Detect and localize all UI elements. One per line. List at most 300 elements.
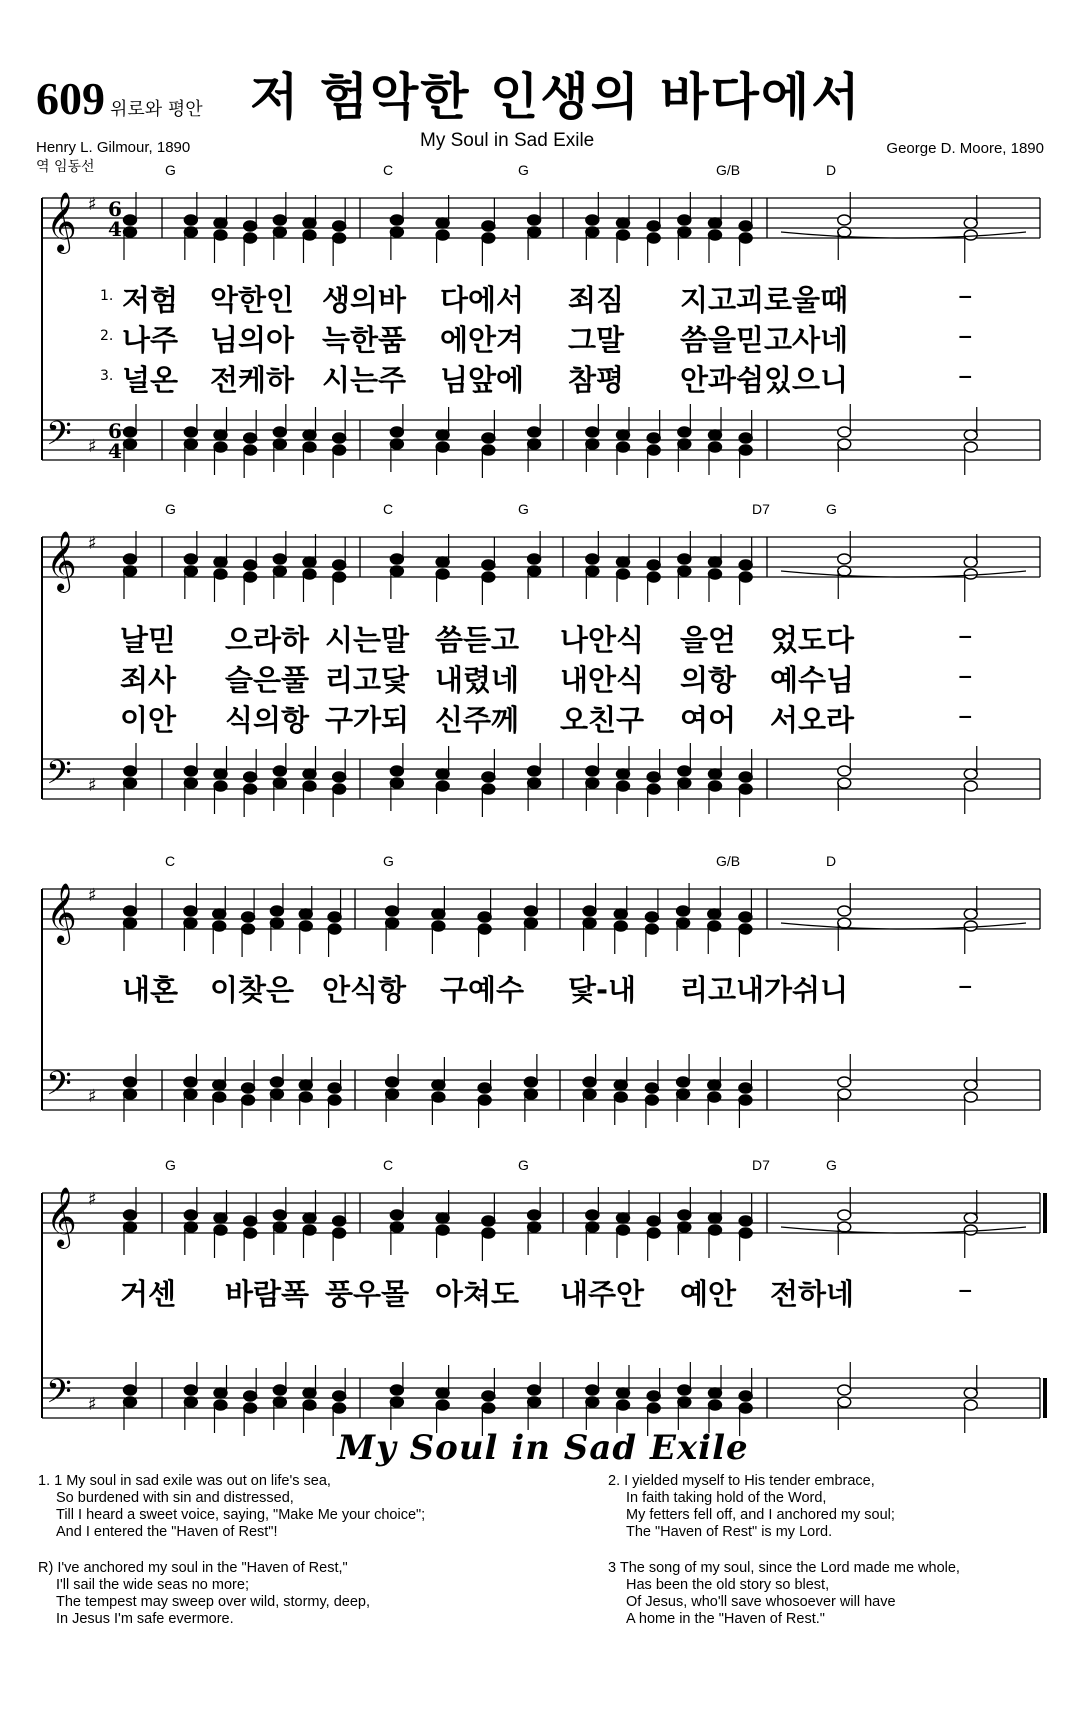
note-head [242, 1083, 255, 1093]
verse-line: 2. I yielded myself to His tender embrace, [608, 1473, 875, 1489]
verse-line: And I entered the "Haven of Rest"! [56, 1524, 278, 1540]
sharp-icon: ♯ [88, 775, 97, 796]
note-head [678, 215, 691, 225]
note-head [214, 1225, 227, 1235]
lyric-syllables: 오친구 [560, 703, 645, 737]
note-head [645, 1083, 658, 1093]
note-head [528, 439, 541, 449]
note-head [709, 442, 722, 452]
english-refrain [38, 1560, 370, 1628]
note-head [184, 227, 197, 237]
verse-number: 1. [100, 288, 114, 304]
note-head [436, 569, 449, 579]
note-head [586, 554, 599, 564]
note-head [184, 918, 197, 928]
lyric-syllables: 슬은풀 [225, 663, 310, 697]
note-head [647, 1216, 660, 1226]
chord-symbol: G/B [716, 853, 741, 869]
note-head [528, 1210, 541, 1220]
note-head [436, 769, 449, 779]
chord-symbol: G [826, 1157, 837, 1173]
note-head [242, 924, 255, 934]
note-head [528, 554, 541, 564]
chord-symbol: G [518, 1157, 529, 1173]
note-head [586, 1222, 599, 1232]
note-head [645, 924, 658, 934]
note-head [739, 1216, 752, 1226]
note-head [617, 781, 630, 791]
note-head [273, 554, 286, 564]
note-head [647, 1391, 660, 1401]
note-head [708, 1092, 721, 1102]
bass-clef-icon: 𝄢 [46, 1065, 72, 1111]
note-head [838, 227, 851, 237]
hymn-title-korean: 저 험악한 인생의 바다에서 [250, 68, 862, 126]
note-head [678, 1385, 691, 1395]
note-head [586, 215, 599, 225]
note-head [213, 921, 226, 931]
note-head [482, 560, 495, 570]
note-head [124, 227, 137, 237]
lyric-syllables: 저험 [122, 283, 179, 317]
chord-symbol: D7 [752, 1157, 770, 1173]
lyric-syllables: 구가되 [325, 703, 410, 737]
lyric-syllables: 날믿 [120, 623, 177, 657]
note-head [583, 1077, 596, 1087]
note-head [273, 215, 286, 225]
chord-symbol: G [518, 162, 529, 178]
note-head [647, 784, 660, 794]
verse-line: 1. 1 My soul in sad exile was out on life's sea, [38, 1473, 331, 1489]
chord-symbol: C [165, 853, 176, 869]
note-head [213, 1080, 226, 1090]
note-head [678, 778, 691, 788]
note-head [184, 1385, 197, 1395]
note-head [678, 1397, 691, 1407]
note-head [214, 1400, 227, 1410]
note-head [303, 1400, 316, 1410]
lyric-syllables: 내안식 [560, 663, 645, 697]
note-head [583, 1089, 596, 1099]
bass-clef-icon: 𝄢 [46, 1373, 72, 1419]
note-head [124, 566, 137, 576]
lyric-syllables: 었도다 [770, 623, 855, 657]
note-head [586, 766, 599, 776]
note-head [124, 918, 137, 928]
note-head [184, 1210, 197, 1220]
lyric-syllables: 리고내가쉬니 [680, 973, 849, 1007]
note-head [214, 569, 227, 579]
note-head [184, 566, 197, 576]
chord-symbol: G [826, 501, 837, 517]
lyric-syllables: 구예수 [440, 973, 525, 1007]
lyric-syllables: 을얻 [680, 623, 737, 657]
note-head [244, 1216, 257, 1226]
note-head [739, 233, 752, 243]
note-head [617, 557, 630, 567]
note-head [677, 918, 690, 928]
note-head [184, 778, 197, 788]
note-head [303, 430, 316, 440]
lyric-extender: – [958, 358, 973, 392]
lyric-syllables: 에안겨 [440, 323, 525, 357]
note-head [333, 221, 346, 231]
note-head [617, 1213, 630, 1223]
note-head [303, 557, 316, 567]
note-head [386, 1077, 399, 1087]
note-head [709, 569, 722, 579]
note-head [390, 554, 403, 564]
note-head [709, 1400, 722, 1410]
note-head [964, 1080, 977, 1090]
note-head [524, 1077, 537, 1087]
note-head [244, 445, 257, 455]
lyric-syllables: 신주께 [435, 703, 520, 737]
note-head [482, 772, 495, 782]
note-head [617, 442, 630, 452]
note-head [214, 781, 227, 791]
note-head [709, 769, 722, 779]
note-head [678, 566, 691, 576]
bass-clef-icon: 𝄢 [46, 415, 72, 461]
lyric-syllables: 죄짐 [568, 283, 625, 317]
chord-symbol: D [826, 162, 837, 178]
note-head [436, 430, 449, 440]
chord-symbol: C [383, 501, 394, 517]
note-head [528, 427, 541, 437]
note-head [709, 557, 722, 567]
lyric-syllables: 으라하 [225, 623, 310, 657]
note-head [244, 784, 257, 794]
note-head [838, 1077, 851, 1087]
verse-line: The "Haven of Rest" is my Lord. [626, 1524, 833, 1540]
sharp-icon: ♯ [88, 1394, 97, 1415]
lyric-syllables: 여어 [680, 703, 737, 737]
lyricist-credit: Henry L. Gilmour, 1890 [36, 139, 191, 156]
note-head [333, 1228, 346, 1238]
note-head [432, 921, 445, 931]
lyric-syllables: 전케하 [210, 363, 295, 397]
note-head [647, 1228, 660, 1238]
note-head [739, 560, 752, 570]
note-head [528, 1222, 541, 1232]
note-head [124, 1077, 137, 1087]
note-head [303, 1225, 316, 1235]
note-head [617, 430, 630, 440]
sharp-icon: ♯ [88, 885, 97, 906]
time-signature-top: 6 [108, 419, 122, 443]
note-head [617, 1400, 630, 1410]
note-head [303, 781, 316, 791]
lyric-extender: – [958, 1272, 973, 1306]
note-head [478, 912, 491, 922]
note-head [677, 906, 690, 916]
treble-clef-icon: 𝄞 [46, 883, 77, 943]
note-head [739, 772, 752, 782]
note-head [184, 1089, 197, 1099]
note-head [709, 218, 722, 228]
verse-line: Till I heard a sweet voice, saying, "Make Me your choice"; [56, 1507, 426, 1523]
note-head [436, 1225, 449, 1235]
lyric-syllables: 예안 [680, 1277, 737, 1311]
note-head [124, 778, 137, 788]
note-head [270, 918, 283, 928]
note-head [333, 1403, 346, 1413]
sharp-icon: ♯ [88, 533, 97, 554]
note-head [214, 218, 227, 228]
note-head [678, 554, 691, 564]
note-head [478, 1083, 491, 1093]
note-head [244, 221, 257, 231]
lyric-syllables: 널온 [122, 363, 179, 397]
note-head [964, 218, 977, 228]
lyric-syllables: 내혼 [122, 973, 179, 1007]
note-head [709, 1213, 722, 1223]
verse-line: 3 The song of my soul, since the Lord made me whole, [608, 1560, 960, 1576]
lyric-syllables: 의항 [680, 663, 737, 697]
note-head [333, 772, 346, 782]
note-head [244, 772, 257, 782]
lyric-syllables: 식의항 [225, 703, 310, 737]
note-head [273, 1222, 286, 1232]
note-head [838, 918, 851, 928]
hymn-number: 609 [36, 73, 105, 124]
note-head [124, 1222, 137, 1232]
chord-symbol: G [165, 1157, 176, 1173]
lyric-syllables: 안식항 [322, 973, 407, 1007]
note-head [528, 778, 541, 788]
note-head [647, 1403, 660, 1413]
treble-clef-icon: 𝄞 [46, 531, 77, 591]
note-head [273, 566, 286, 576]
note-head [184, 215, 197, 225]
note-head [303, 442, 316, 452]
note-head [436, 1388, 449, 1398]
note-head [242, 1095, 255, 1105]
note-head [739, 1391, 752, 1401]
note-head [124, 1385, 137, 1395]
lyric-syllables: 님의아 [210, 323, 295, 357]
note-head [583, 918, 596, 928]
note-head [482, 221, 495, 231]
note-head [647, 560, 660, 570]
note-head [964, 909, 977, 919]
note-head [528, 215, 541, 225]
note-head [617, 769, 630, 779]
note-head [390, 1385, 403, 1395]
lyric-syllables: 악한인 [210, 283, 295, 317]
note-head [244, 233, 257, 243]
note-head [964, 230, 977, 240]
note-head [184, 1222, 197, 1232]
note-head [964, 1388, 977, 1398]
note-head [390, 778, 403, 788]
note-head [482, 572, 495, 582]
sharp-icon: ♯ [88, 436, 97, 457]
chord-symbol: G [518, 501, 529, 517]
lyric-syllables: 내주안 [560, 1277, 645, 1311]
note-head [614, 1092, 627, 1102]
lyric-syllables: 리고닻 [325, 663, 410, 697]
note-head [964, 1400, 977, 1410]
tie [781, 923, 1026, 929]
note-head [838, 1222, 851, 1232]
note-head [124, 439, 137, 449]
note-head [124, 554, 137, 564]
note-head [273, 427, 286, 437]
verse-line: A home in the "Haven of Rest." [626, 1611, 825, 1627]
note-head [214, 430, 227, 440]
verse-number: 3. [100, 368, 114, 384]
treble-clef-icon: 𝄞 [46, 1187, 77, 1247]
note-head [678, 439, 691, 449]
verse-line: My fetters fell off, and I anchored my soul; [626, 1507, 895, 1523]
note-head [124, 1397, 137, 1407]
note-head [739, 445, 752, 455]
note-head [739, 1095, 752, 1105]
note-head [214, 442, 227, 452]
note-head [586, 1385, 599, 1395]
note-head [647, 233, 660, 243]
verse-line: Of Jesus, who'll save whosoever will have [626, 1594, 896, 1610]
note-head [242, 912, 255, 922]
note-head [214, 1388, 227, 1398]
chord-symbol: D [826, 853, 837, 869]
note-head [432, 909, 445, 919]
note-head [244, 1391, 257, 1401]
note-head [273, 439, 286, 449]
note-head [270, 1089, 283, 1099]
note-head [478, 1095, 491, 1105]
lyric-extender: – [958, 698, 973, 732]
note-head [617, 569, 630, 579]
note-head [478, 924, 491, 934]
note-head [482, 445, 495, 455]
note-head [244, 572, 257, 582]
note-head [838, 906, 851, 916]
chord-symbol: G [383, 853, 394, 869]
lyric-extender: – [958, 968, 973, 1002]
note-head [964, 569, 977, 579]
note-head [214, 769, 227, 779]
lyric-syllables: 생의바 [322, 283, 407, 317]
note-head [270, 1077, 283, 1087]
verse-line: In faith taking hold of the Word, [626, 1490, 827, 1506]
note-head [838, 439, 851, 449]
note-head [124, 215, 137, 225]
note-head [708, 1080, 721, 1090]
note-head [436, 218, 449, 228]
lyric-syllables: 늑한품 [322, 323, 407, 357]
note-head [184, 906, 197, 916]
note-head [482, 1228, 495, 1238]
note-head [617, 1388, 630, 1398]
note-head [333, 233, 346, 243]
note-head [213, 909, 226, 919]
note-head [838, 766, 851, 776]
note-head [303, 230, 316, 240]
note-head [273, 1397, 286, 1407]
lyric-extender: – [958, 318, 973, 352]
note-head [482, 1391, 495, 1401]
bass-clef-icon: 𝄢 [46, 754, 72, 800]
note-head [524, 918, 537, 928]
note-head [838, 554, 851, 564]
note-head [838, 1397, 851, 1407]
lyric-extender: – [958, 618, 973, 652]
note-head [184, 1077, 197, 1087]
hymn-title-english: My Soul in Sad Exile [420, 130, 595, 151]
english-title: My Soul in Sad Exile [337, 1428, 749, 1468]
note-head [386, 918, 399, 928]
verse-line: So burdened with sin and distressed, [56, 1490, 294, 1506]
note-head [432, 1080, 445, 1090]
english-verse-2 [608, 1473, 895, 1541]
lyric-syllables: 다에서 [440, 283, 525, 317]
note-head [964, 921, 977, 931]
chord-symbol: G [165, 162, 176, 178]
lyric-syllables: 거센 [120, 1277, 177, 1311]
note-head [299, 1080, 312, 1090]
note-head [273, 227, 286, 237]
lyric-syllables: 죄사 [120, 663, 177, 697]
note-head [964, 442, 977, 452]
lyric-syllables: 지고괴로울때 [680, 283, 849, 317]
note-head [678, 227, 691, 237]
note-head [244, 1403, 257, 1413]
note-head [390, 227, 403, 237]
chord-symbol: C [383, 162, 394, 178]
note-head [617, 218, 630, 228]
note-head [124, 1089, 137, 1099]
english-verse-3 [608, 1560, 960, 1628]
note-head [124, 906, 137, 916]
note-head [678, 427, 691, 437]
note-head [482, 1403, 495, 1413]
note-head [214, 1213, 227, 1223]
note-head [333, 784, 346, 794]
note-head [390, 1397, 403, 1407]
note-head [528, 766, 541, 776]
lyric-extender: – [958, 278, 973, 312]
note-head [709, 230, 722, 240]
note-head [303, 769, 316, 779]
note-head [739, 1228, 752, 1238]
note-head [583, 906, 596, 916]
note-head [739, 924, 752, 934]
lyric-syllables: 그말 [568, 323, 625, 357]
note-head [645, 1095, 658, 1105]
note-head [390, 215, 403, 225]
note-head [244, 1228, 257, 1238]
note-head [328, 924, 341, 934]
note-head [708, 921, 721, 931]
chord-symbol: G [165, 501, 176, 517]
note-head [390, 1210, 403, 1220]
note-head [709, 1225, 722, 1235]
note-head [273, 1385, 286, 1395]
note-head [124, 766, 137, 776]
note-head [739, 572, 752, 582]
verse-line: In Jesus I'm safe evermore. [56, 1611, 234, 1627]
note-head [299, 909, 312, 919]
lyric-syllables: 이찾은 [210, 973, 295, 1007]
lyric-syllables: 안과쉼있으니 [680, 363, 849, 397]
note-head [964, 769, 977, 779]
lyric-syllables: 나안식 [560, 623, 645, 657]
note-head [586, 566, 599, 576]
note-head [184, 1397, 197, 1407]
